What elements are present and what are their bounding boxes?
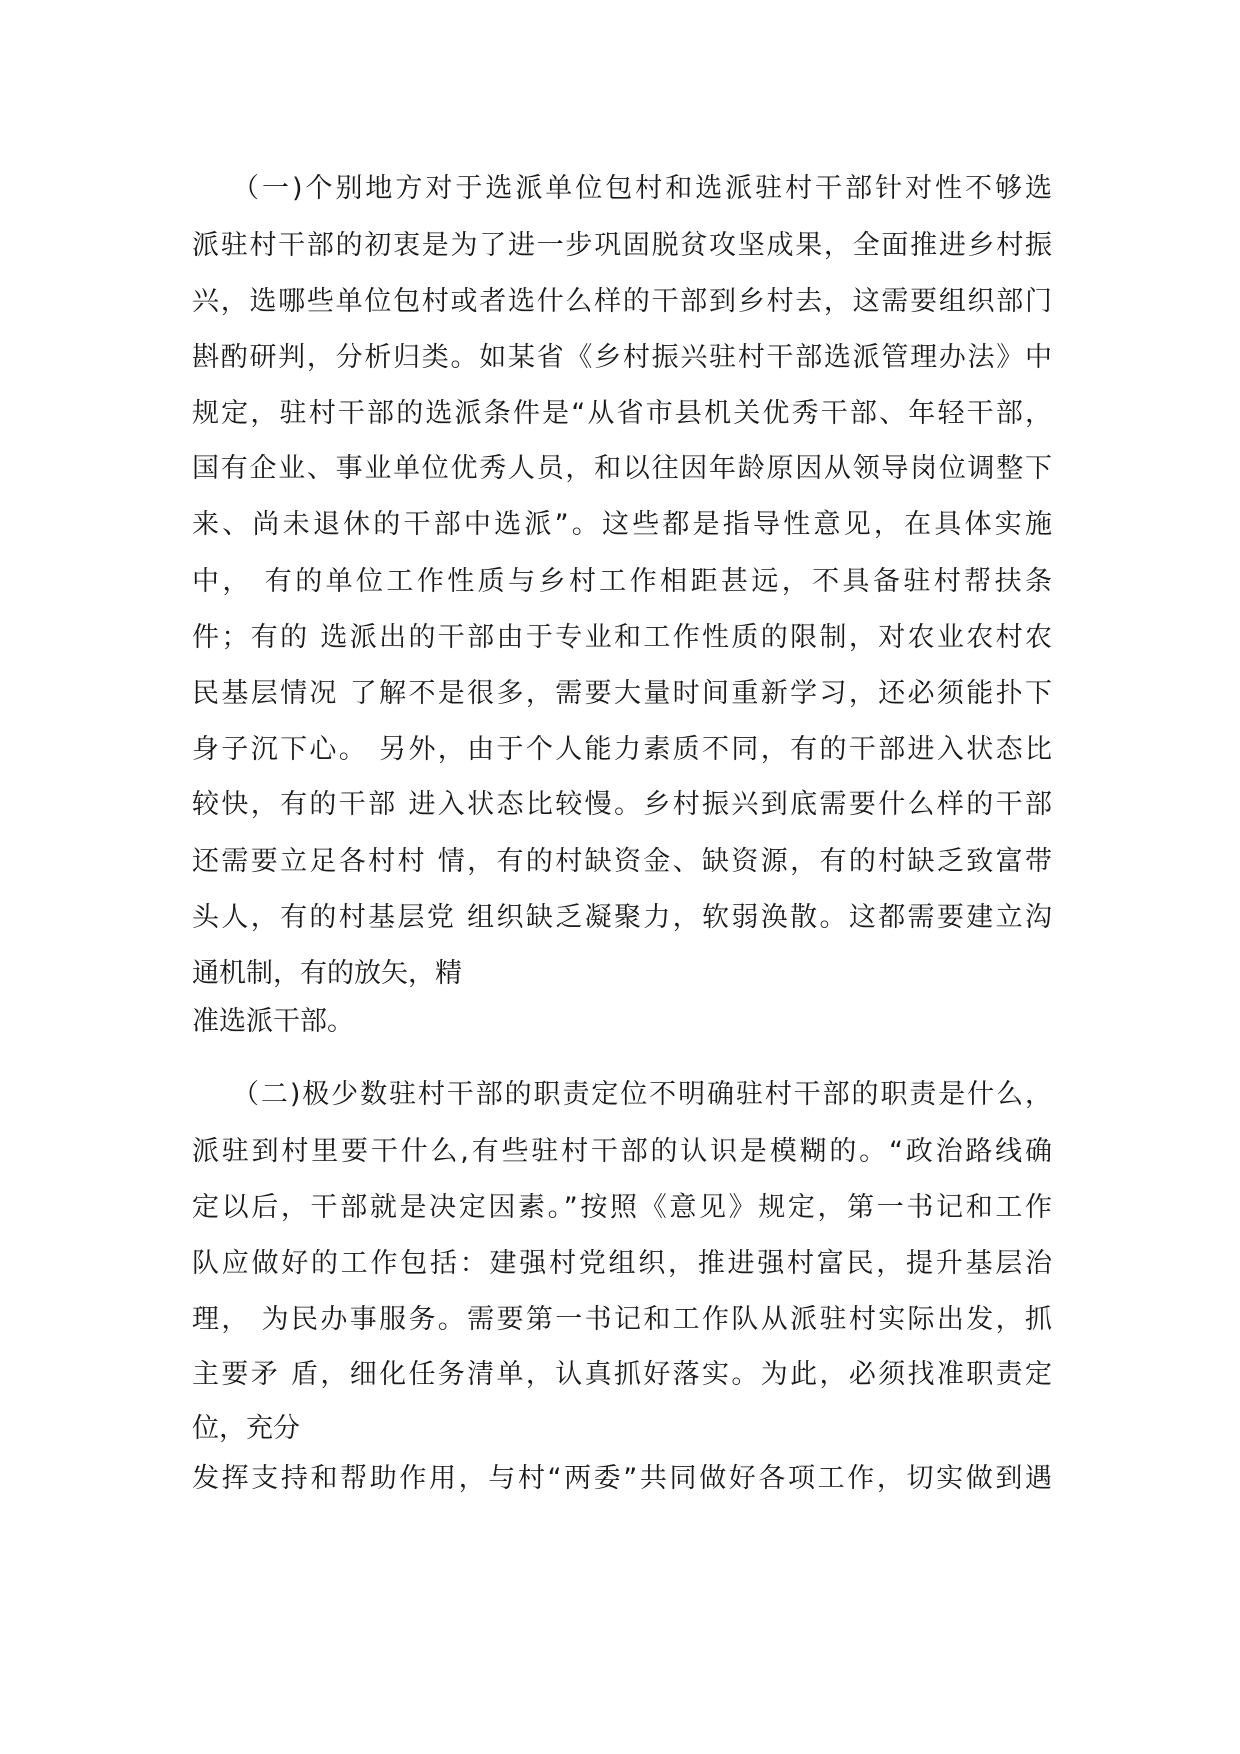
paragraph-line: 队应做好的工作包括：建强村党组织，推进强村富民，提升基层治	[192, 1248, 1052, 1279]
paragraph-line: 来、尚未退休的干部中选派”。这些都是指导性意见，在具体实施	[192, 509, 1052, 540]
paragraph-line: 民基层情况 了解不是很多，需要大量时间重新学习，还必须能扑下	[192, 678, 1052, 709]
paragraph-line: （一)个别地方对于选派单位包村和选派驻村干部针对性不够选	[232, 173, 1052, 204]
paragraph-line: 定以后，干部就是决定因素。”按照《意见》规定，第一书记和工作	[192, 1192, 1052, 1223]
paragraph-line: 头人，有的村基层党 组织缺乏凝聚力，软弱涣散。这都需要建立沟	[192, 902, 1052, 933]
paragraph-line: 通机制，有的放矢，精	[192, 958, 462, 989]
paragraph-line: 位，充分	[192, 1413, 300, 1444]
paragraph-line: 主要矛 盾，细化任务清单，认真抓好落实。为此，必须找准职责定	[192, 1359, 1052, 1390]
paragraph-line: 国有企业、事业单位优秀人员，和以往因年龄原因从领导岗位调整下	[192, 453, 1052, 484]
paragraph-line: 派驻到村里要干什么,有些驻村干部的认识是模糊的。“政治路线确	[192, 1136, 1052, 1167]
paragraph-line: 兴，选哪些单位包村或者选什么样的干部到乡村去，这需要组织部门	[192, 286, 1052, 317]
paragraph-line: （二)极少数驻村干部的职责定位不明确驻村干部的职责是什么，	[232, 1079, 1052, 1110]
paragraph-line: 还需要立足各村村 情，有的村缺资金、缺资源，有的村缺乏致富带	[192, 846, 1052, 877]
paragraph-line: 较快，有的干部 进入状态比较慢。乡村振兴到底需要什么样的干部	[192, 789, 1052, 820]
paragraph-line: 准选派干部。	[192, 1006, 354, 1037]
paragraph-line: 件；有的 选派出的干部由于专业和工作性质的限制，对农业农村农	[192, 622, 1052, 653]
paragraph-line: 规定，驻村干部的选派条件是“从省市县机关优秀干部、年轻干部，	[192, 398, 1052, 429]
paragraph-line: 理， 为民办事服务。需要第一书记和工作队从派驻村实际出发，抓	[192, 1304, 1052, 1335]
paragraph-line: 斟酌研判，分析归类。如某省《乡村振兴驻村干部选派管理办法》中	[192, 342, 1052, 373]
paragraph-line: 发挥支持和帮助作用，与村“两委”共同做好各项工作，切实做到遇	[192, 1463, 1052, 1494]
paragraph-line: 中， 有的单位工作性质与乡村工作相距甚远，不具备驻村帮扶条	[192, 566, 1052, 597]
paragraph-line: 身子沉下心。 另外，由于个人能力素质不同，有的干部进入状态比	[192, 734, 1052, 765]
paragraph-line: 派驻村干部的初衷是为了进一步巩固脱贫攻坚成果，全面推进乡村振	[192, 230, 1052, 261]
